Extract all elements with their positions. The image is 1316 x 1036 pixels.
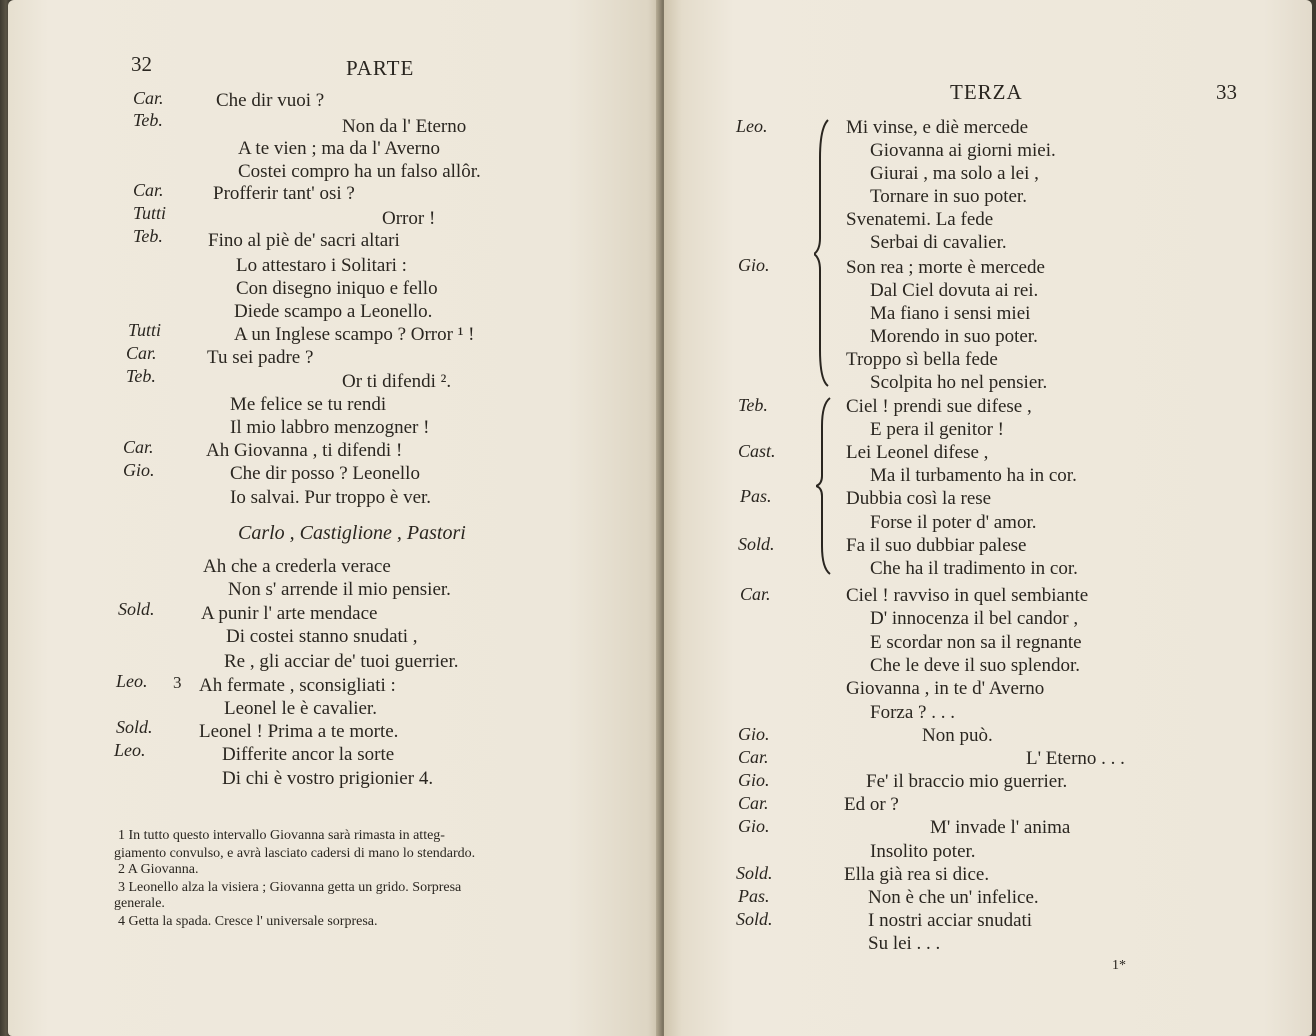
verse-line: Che dir vuoi ? xyxy=(216,90,325,111)
speaker-label: Car. xyxy=(123,437,154,457)
verse-line: Non può. xyxy=(922,725,993,746)
verse-line: Serbai di cavalier. xyxy=(870,232,1007,253)
verse-line: Dal Ciel dovuta ai rei. xyxy=(870,280,1039,301)
verse-line: Non da l' Eterno xyxy=(342,116,467,137)
verse-line: Non s' arrende il mio pensier. xyxy=(228,579,451,600)
speaker-label: Cast. xyxy=(738,441,776,461)
speaker-label: Gio. xyxy=(738,770,770,790)
verse-line: D' innocenza il bel candor , xyxy=(870,608,1079,629)
verse-line: Son rea ; morte è mercede xyxy=(846,257,1045,278)
speaker-label: Sold. xyxy=(118,599,155,619)
verse-line: Differite ancor la sorte xyxy=(222,744,395,765)
verse-line: Dubbia così la rese xyxy=(846,488,992,509)
speaker-label: Car. xyxy=(133,180,164,200)
speaker-label: Sold. xyxy=(736,863,773,883)
verse-line: Su lei . . . xyxy=(868,933,941,954)
footnote: 2 A Giovanna. xyxy=(118,862,199,877)
verse-line: Forse il poter d' amor. xyxy=(870,512,1037,533)
verse-line: Giovanna , in te d' Averno xyxy=(846,678,1045,699)
verse-line: Che le deve il suo splendor. xyxy=(870,655,1081,676)
verse-line: I nostri acciar snudati xyxy=(868,910,1033,931)
speaker-label: Teb. xyxy=(133,226,163,246)
speaker-label: Tutti xyxy=(128,320,162,340)
verse-line: Fa il suo dubbiar palese xyxy=(846,535,1027,556)
verse-line: Leonel ! Prima a te morte. xyxy=(199,721,399,742)
speaker-label: Pas. xyxy=(738,886,770,906)
verse-line: L' Eterno . . . xyxy=(1026,748,1125,769)
verse-line: Tornare in suo poter. xyxy=(870,186,1027,207)
signature-mark: 1* xyxy=(1112,958,1126,973)
verse-line: Che ha il tradimento in cor. xyxy=(870,558,1078,579)
verse-line: Lo attestaro i Solitari : xyxy=(236,255,407,276)
speaker-label: Gio. xyxy=(738,255,770,275)
verse-line: Forza ? . . . xyxy=(870,702,955,723)
verse-line: Ma fiano i sensi miei xyxy=(870,303,1031,324)
speaker-label: Gio. xyxy=(738,816,770,836)
verse-line: M' invade l' anima xyxy=(930,817,1071,838)
verse-line: Orror ! xyxy=(382,208,436,229)
verse-line: Ah Giovanna , ti difendi ! xyxy=(206,440,403,461)
verse-line: Tu sei padre ? xyxy=(207,347,314,368)
verse-line: Di costei stanno snudati , xyxy=(226,626,418,647)
speaker-label: Car. xyxy=(133,88,164,108)
footnote: 3 Leonello alza la visiera ; Giovanna getta un grido. Sorpresa xyxy=(118,880,462,895)
verse-line: Fino al piè de' sacri altari xyxy=(208,230,400,251)
speaker-label: Tutti xyxy=(133,203,167,223)
page-number: 33 xyxy=(1216,80,1237,104)
speaker-label: Leo. xyxy=(736,116,768,136)
speaker-label: Gio. xyxy=(738,724,770,744)
running-header: PARTE xyxy=(346,56,415,80)
verse-line: Troppo sì bella fede xyxy=(846,349,998,370)
verse-line: Profferir tant' osi ? xyxy=(213,183,355,204)
verse-line: A punir l' arte mendace xyxy=(201,603,378,624)
verse-line: Che dir posso ? Leonello xyxy=(230,463,420,484)
page-number: 32 xyxy=(131,52,152,76)
speaker-label: Leo. xyxy=(114,740,146,760)
verse-line: E pera il genitor ! xyxy=(870,419,1005,440)
verse-line: Io salvai. Pur troppo è ver. xyxy=(230,487,432,508)
brace-bracket xyxy=(814,118,834,388)
speaker-label: Teb. xyxy=(738,395,768,415)
stage-direction: Carlo , Castiglione , Pastori xyxy=(238,522,466,544)
verse-line: Il mio labbro menzogner ! xyxy=(230,417,430,438)
verse-line: Ciel ! ravviso in quel sembiante xyxy=(846,585,1089,606)
verse-line: Giovanna ai giorni miei. xyxy=(870,140,1056,161)
verse-line: Morendo in suo poter. xyxy=(870,326,1038,347)
verse-line: A te vien ; ma da l' Averno xyxy=(238,138,440,159)
verse-line: Insolito poter. xyxy=(870,841,976,862)
verse-line: Ed or ? xyxy=(844,794,899,815)
speaker-label: Sold. xyxy=(116,717,153,737)
speaker-label: Car. xyxy=(740,584,771,604)
verse-line: Svenatemi. La fede xyxy=(846,209,994,230)
verse-line: Lei Leonel difese , xyxy=(846,442,989,463)
verse-line: Ah fermate , sconsigliati : xyxy=(199,675,396,696)
verse-line: Scolpita ho nel pensier. xyxy=(870,372,1048,393)
verse-line: Costei compro ha un falso allôr. xyxy=(238,161,481,182)
verse-line: Ciel ! prendi sue difese , xyxy=(846,396,1032,417)
speaker-label: Sold. xyxy=(738,534,775,554)
speaker-label: Teb. xyxy=(133,110,163,130)
footnote: 1 In tutto questo intervallo Giovanna sarà rimasta in atteg- xyxy=(118,828,445,843)
left-page xyxy=(8,0,660,1036)
verse-line: Ma il turbamento ha in cor. xyxy=(870,465,1077,486)
brace-bracket xyxy=(816,396,836,576)
right-page xyxy=(664,0,1312,1036)
speaker-label: Gio. xyxy=(123,460,155,480)
footnote: generale. xyxy=(114,896,165,911)
speaker-label: Car. xyxy=(738,747,769,767)
verse-line: Fe' il braccio mio guerrier. xyxy=(866,771,1068,792)
verse-line: Con disegno iniquo e fello xyxy=(236,278,438,299)
verse-line: Mi vinse, e diè mercede xyxy=(846,117,1029,138)
speaker-label: Pas. xyxy=(740,486,772,506)
speaker-label: Leo. xyxy=(116,671,148,691)
verse-line: Me felice se tu rendi xyxy=(230,394,387,415)
verse-line: Di chi è vostro prigionier 4. xyxy=(222,768,434,789)
verse-line: Re , gli acciar de' tuoi guerrier. xyxy=(224,651,459,672)
verse-line: Diede scampo a Leonello. xyxy=(234,301,433,322)
speaker-label: Car. xyxy=(738,793,769,813)
verse-line: Ah che a crederla verace xyxy=(203,556,391,577)
footnote: giamento convulso, e avrà lasciato cadersi di mano lo stendardo. xyxy=(114,846,476,861)
verse-line: Non è che un' infelice. xyxy=(868,887,1039,908)
verse-line: Leonel le è cavalier. xyxy=(224,698,377,719)
verse-line: E scordar non sa il regnante xyxy=(870,632,1082,653)
speaker-label: Teb. xyxy=(126,366,156,386)
verse-line: Giurai , ma solo a lei , xyxy=(870,163,1039,184)
verse-line: A un Inglese scampo ? Orror ¹ ! xyxy=(234,324,475,345)
verse-line: Or ti difendi ². xyxy=(342,371,452,392)
speaker-label: Sold. xyxy=(736,909,773,929)
running-header: TERZA xyxy=(950,80,1023,104)
speaker-label: Car. xyxy=(126,343,157,363)
footnote-marker: 3 xyxy=(173,673,182,692)
footnote: 4 Getta la spada. Cresce l' universale sorpresa. xyxy=(118,914,378,929)
verse-line: Ella già rea si dice. xyxy=(844,864,990,885)
